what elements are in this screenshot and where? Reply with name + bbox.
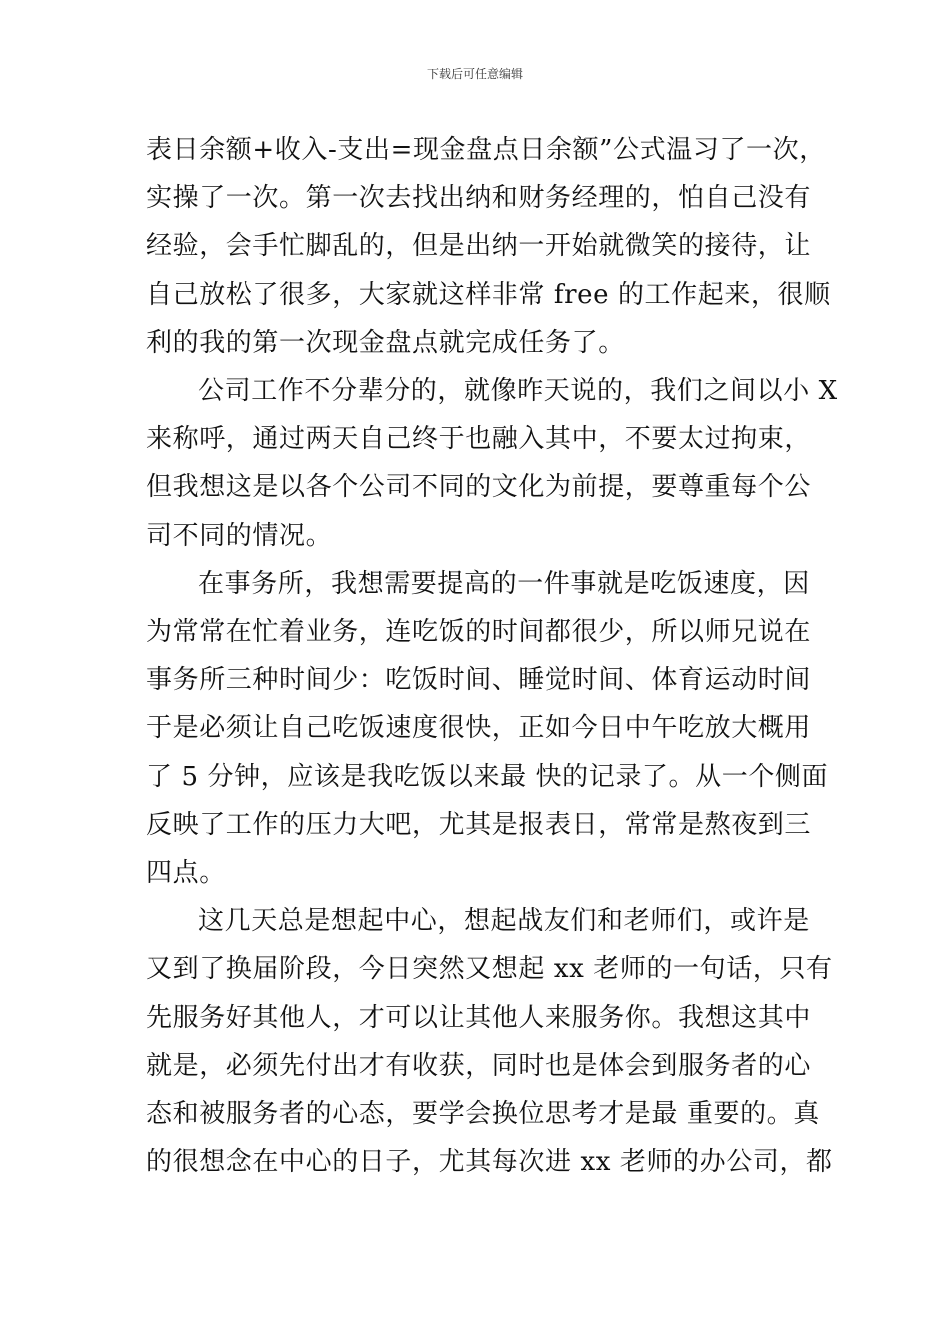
paragraph-4 — [146, 897, 833, 1186]
text-line: 但我想这是以各个公司不同的文化为前提，要尊重每个公 — [146, 472, 812, 503]
text-line: 司不同的情况。 — [146, 520, 333, 551]
text-line: 利的我的第一次现金盘点就完成任务了。 — [146, 327, 625, 358]
text-line: 反映了工作的压力大吧，尤其是报表日，常常是熬夜到三 — [146, 809, 812, 840]
text-line: 公司工作不分辈分的，就像昨天说的，我们之间以小 X — [198, 376, 838, 407]
paragraph-2 — [146, 367, 838, 560]
text-line: 了 5 分钟，应该是我吃饭以来最 快的记录了。从一个侧面 — [146, 761, 829, 792]
text-line: 来称呼，通过两天自己终于也融入其中，不要太过拘束， — [146, 424, 812, 455]
page-header: 下载后可任意编辑 — [426, 67, 523, 81]
text-line: 为常常在忙着业务，连吃饭的时间都很少，所以师兄说在 — [146, 617, 812, 648]
text-line: 经验，会手忙脚乱的，但是出纳一开始就微笑的接待，让 — [146, 231, 812, 262]
text-line: 的很想念在中心的日子，尤其每次进 xx 老师的办公司，都 — [146, 1147, 833, 1178]
text-line: 于是必须让自己吃饭速度很快，正如今日中午吃放大概用 — [146, 713, 812, 744]
text-line: 这几天总是想起中心，想起战友们和老师们，或许是 — [198, 906, 810, 937]
text-line: 实操了一次。第一次去找出纳和财务经理的，怕自己没有 — [146, 183, 812, 214]
text-line: 又到了换届阶段，今日突然又想起 xx 老师的一句话，只有 — [146, 954, 833, 985]
paragraph-1 — [146, 126, 831, 367]
text-line: 事务所三种时间少：吃饭时间、睡觉时间、体育运动时间 — [146, 665, 812, 696]
text-line: 表日余额+收入-支出=现金盘点日余额”公式温习了一次， — [146, 135, 826, 165]
document-body — [146, 126, 838, 1186]
text-line: 就是，必须先付出才有收获，同时也是体会到服务者的心 — [146, 1050, 812, 1081]
text-line: 态和被服务者的心态，要学会换位思考才是最 重要的。真 — [146, 1099, 820, 1130]
paragraph-3 — [146, 560, 829, 897]
text-line: 在事务所，我想需要提高的一件事就是吃饭速度，因 — [198, 568, 810, 599]
text-line: 自己放松了很多，大家就这样非常 free 的工作起来，很顺 — [146, 279, 831, 310]
text-line: 先服务好其他人，才可以让其他人来服务你。我想这其中 — [146, 1002, 812, 1033]
text-line: 四点。 — [146, 858, 226, 889]
